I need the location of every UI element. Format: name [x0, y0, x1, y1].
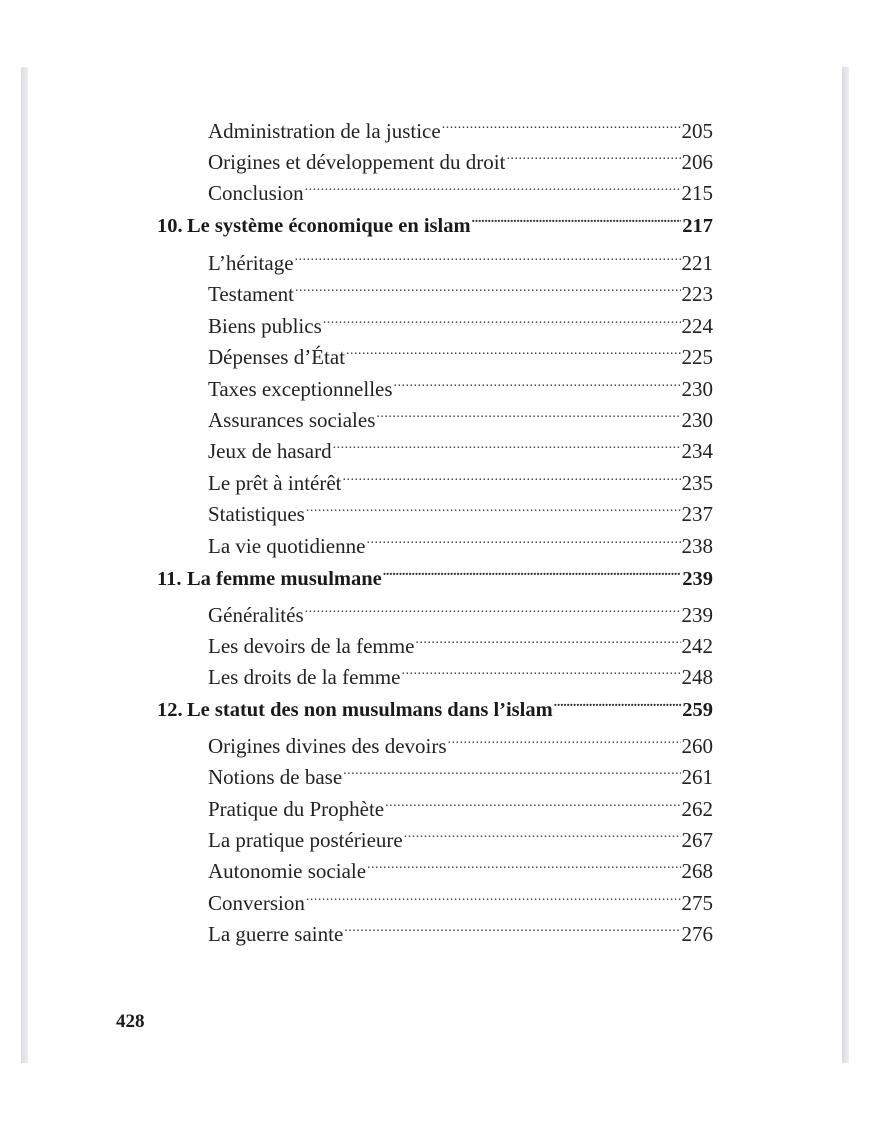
- toc-entry[interactable]: [208, 271, 713, 306]
- toc-entry[interactable]: [208, 623, 713, 658]
- toc-entry-title: Taxes exceptionnelles: [208, 377, 393, 401]
- dot-leader: [472, 202, 682, 232]
- chapter-number: 12.: [157, 699, 183, 721]
- dot-leader: [344, 911, 680, 941]
- toc-entry-page: 221: [681, 251, 713, 275]
- dot-leader: [554, 686, 682, 716]
- toc-entry[interactable]: [208, 523, 713, 558]
- toc-entry-title: Les droits de la femme: [208, 665, 401, 689]
- toc-entry-page: 248: [681, 665, 713, 689]
- toc-entry-title: Conclusion: [208, 181, 304, 205]
- toc-entry-page: 205: [681, 119, 713, 143]
- chapter-title: Le statut des non musulmans dans l’islam: [187, 699, 553, 721]
- toc-entry[interactable]: [208, 108, 713, 143]
- toc-entry[interactable]: [208, 366, 713, 401]
- dot-leader: [333, 428, 681, 458]
- dot-leader: [506, 139, 680, 169]
- dot-leader: [401, 654, 680, 684]
- toc-entry-title: Jeux de hasard: [208, 439, 332, 463]
- toc-entry[interactable]: [208, 334, 713, 369]
- toc-entry-page: 261: [681, 765, 713, 789]
- toc-entry[interactable]: [208, 654, 713, 689]
- dot-leader: [323, 303, 681, 333]
- dot-leader: [343, 754, 680, 784]
- toc-entry[interactable]: [208, 491, 713, 526]
- toc-entry[interactable]: [208, 880, 713, 915]
- toc-entry-title: La guerre sainte: [208, 922, 344, 946]
- toc-entry[interactable]: [208, 723, 713, 758]
- toc-entry-title: Les devoirs de la femme: [208, 634, 415, 658]
- toc-entry-title: Administration de la justice: [208, 119, 441, 143]
- toc-entry-page: 215: [681, 181, 713, 205]
- toc-entry-page: 235: [681, 471, 713, 495]
- toc-entry-title: Notions de base: [208, 765, 343, 789]
- toc-entry[interactable]: [208, 240, 713, 275]
- toc-entry-title: Origines et développement du droit: [208, 150, 506, 174]
- chapter-title: Le système économique en islam: [187, 215, 471, 237]
- page-number: 428: [116, 1011, 145, 1032]
- toc-entry-title: L’héritage: [208, 251, 294, 275]
- toc-entry-page: 260: [681, 734, 713, 758]
- toc-entry-title: La pratique postérieure: [208, 828, 403, 852]
- toc-entry-page: 224: [681, 314, 713, 338]
- toc-entry-page: 267: [681, 828, 713, 852]
- toc-entry-page: 276: [681, 922, 713, 946]
- toc-entry-title: Assurances sociales: [208, 408, 376, 432]
- dot-leader: [305, 592, 681, 622]
- dot-leader: [376, 397, 680, 427]
- toc-entry-title: Dépenses d’État: [208, 345, 346, 369]
- toc-entry[interactable]: [208, 592, 713, 627]
- toc-entry[interactable]: [208, 139, 713, 174]
- dot-leader: [306, 880, 681, 910]
- toc-entry-title: Autonomie sociale: [208, 859, 367, 883]
- toc-entry-page: 225: [681, 345, 713, 369]
- toc-entry[interactable]: [208, 170, 713, 205]
- toc-entry[interactable]: [208, 911, 713, 946]
- dot-leader: [306, 491, 681, 521]
- toc-entry[interactable]: [208, 848, 713, 883]
- dot-leader: [394, 366, 681, 396]
- toc-entry-title: Généralités: [208, 603, 304, 627]
- dot-leader: [385, 786, 680, 816]
- toc-entry-page: 230: [681, 408, 713, 432]
- toc-entry[interactable]: [208, 397, 713, 432]
- toc-entry-page: 242: [681, 634, 713, 658]
- dot-leader: [415, 623, 680, 653]
- toc-entry-page: 230: [681, 377, 713, 401]
- toc-chapter-10[interactable]: [157, 202, 713, 237]
- toc-entry[interactable]: [208, 786, 713, 821]
- toc-entry-page: 239: [681, 603, 713, 627]
- toc-entry-page: 237: [681, 502, 713, 526]
- dot-leader: [295, 271, 681, 301]
- page-edge-right: [842, 67, 849, 1063]
- toc-entry-title: Statistiques: [208, 502, 305, 526]
- toc-entry[interactable]: [208, 817, 713, 852]
- dot-leader: [366, 523, 680, 553]
- dot-leader: [367, 848, 680, 878]
- toc-entry-title: Conversion: [208, 891, 305, 915]
- toc-entry[interactable]: [208, 460, 713, 495]
- toc-entry-page: 262: [681, 797, 713, 821]
- dot-leader: [404, 817, 681, 847]
- dot-leader: [343, 460, 681, 490]
- toc-entry-page: 206: [681, 150, 713, 174]
- toc-entry-page: 268: [681, 859, 713, 883]
- dot-leader: [346, 334, 680, 364]
- toc-entry-page: 234: [681, 439, 713, 463]
- chapter-number: 11.: [157, 568, 182, 590]
- toc-entry-title: Pratique du Prophète: [208, 797, 385, 821]
- dot-leader: [383, 555, 682, 585]
- dot-leader: [448, 723, 681, 753]
- toc-entry[interactable]: [208, 754, 713, 789]
- chapter-title: La femme musulmane: [187, 568, 382, 590]
- dot-leader: [442, 108, 681, 138]
- toc-entry-page: 238: [681, 534, 713, 558]
- page-edge-left: [21, 67, 28, 1063]
- toc-entry[interactable]: [208, 303, 713, 338]
- toc-entry-page: 223: [681, 282, 713, 306]
- toc-entry-title: Le prêt à intérêt: [208, 471, 342, 495]
- toc-chapter-11[interactable]: [157, 555, 713, 590]
- toc-entry-page: 275: [681, 891, 713, 915]
- chapter-page: 217: [682, 215, 713, 237]
- dot-leader: [305, 170, 681, 200]
- toc-entry-title: La vie quotidienne: [208, 534, 366, 558]
- toc-chapter-12[interactable]: [157, 686, 713, 721]
- toc-entry-title: Origines divines des devoirs: [208, 734, 447, 758]
- dot-leader: [295, 240, 681, 270]
- toc-entry-title: Testament: [208, 282, 294, 306]
- toc-entry-title: Biens publics: [208, 314, 322, 338]
- chapter-page: 239: [682, 568, 713, 590]
- chapter-page: 259: [682, 699, 713, 721]
- chapter-number: 10.: [157, 215, 183, 237]
- toc-entry[interactable]: [208, 428, 713, 463]
